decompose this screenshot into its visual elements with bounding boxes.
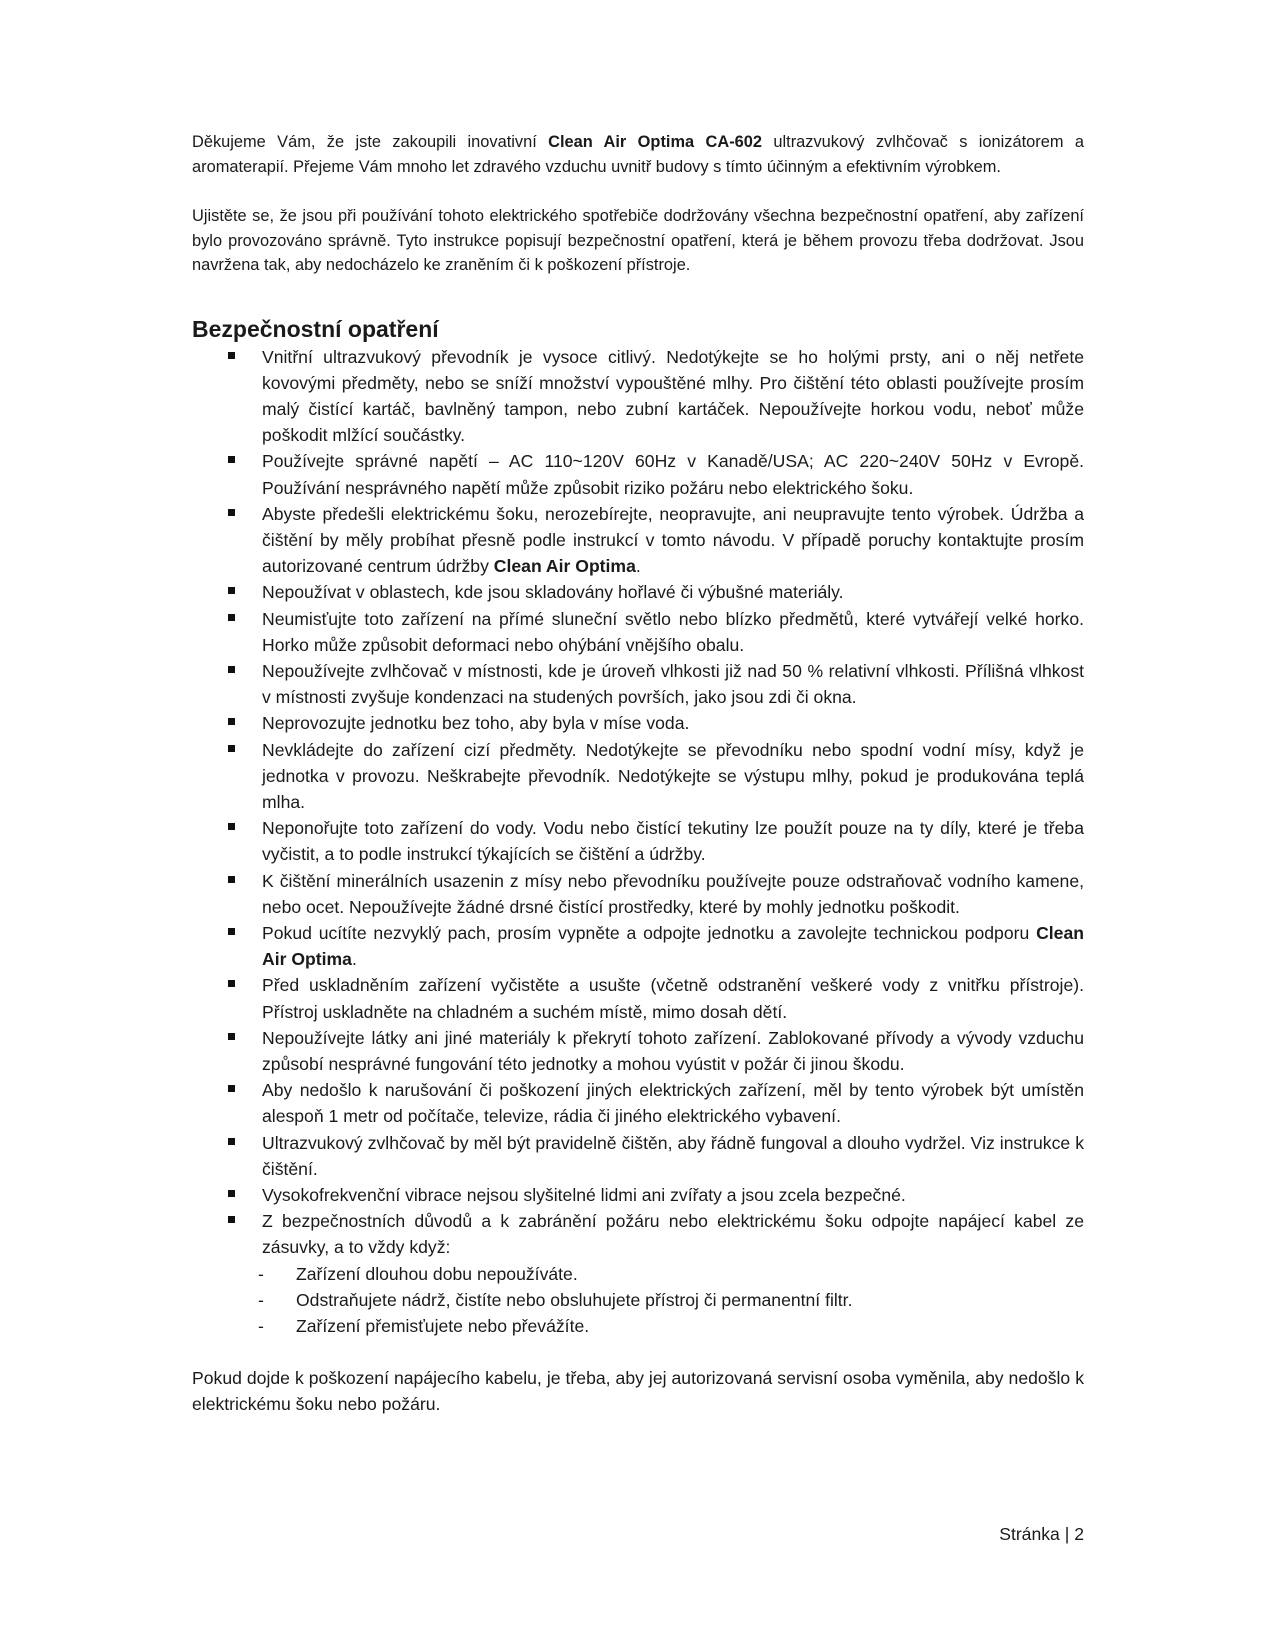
safety-intro-paragraph: Ujistěte se, že jsou při používání tohoto elektrického spotřebiče dodržovány všechna bezpečnostní opatření, aby zařízení bylo provozováno správně. Tyto instrukce popisují bezpečnostní opatření, která je během provozu třeba dodržovat. Jsou navržena tak, aby nedocházelo ke zraněním či k poškození přístroje. [192, 207, 1084, 274]
bullet-icon [228, 579, 236, 605]
page-footer [999, 1522, 1084, 1546]
list-item-text: Nepoužívejte zvlhčovač v místnosti, kde je úroveň vlhkosti již nad 50 % relativní vlhkosti. Přílišná vlhkost v místnosti zvyšuje kondenzaci na studených površích, jako jsou zdi či okna. [262, 660, 1084, 708]
list-item [192, 1077, 1084, 1129]
list-item [192, 606, 1084, 658]
intro-text: Děkujeme Vám, že jste zakoupili inovativní [192, 133, 549, 151]
list-item [192, 1130, 1084, 1182]
list-item-text: Z bezpečnostních důvodů a k zabránění požáru nebo elektrickému šoku odpojte napájecí kabel ze zásuvky, a to vždy když: [262, 1211, 1084, 1258]
list-item [192, 972, 1084, 1024]
list-item [192, 1025, 1084, 1077]
sub-list-item-text: Zařízení dlouhou dobu nepoužíváte. [296, 1263, 578, 1284]
list-item-text: Vnitřní ultrazvukový převodník je vysoce citlivý. Nedotýkejte se ho holými prsty, ani o něj netřete kovovými předměty, nebo se sníží množství vypouštěné mlhy. Pro čištění této oblasti používejte prosím malý čistící kartáč, bavlněný tampon, nebo zubní kartáček. Nepoužívejte horkou vodu, neboť může poškodit mlžící součástky. [262, 346, 1084, 446]
list-item-text: Neprovozujte jednotku bez toho, aby byla v míse voda. [262, 713, 690, 734]
list-item-text: Abyste předešli elektrickému šoku, nerozebírejte, neopravujte, ani neupravujte tento výrobek. Údržba a čištění by měly probíhat přesně podle instrukcí v tomto návodu. V případě poruchy kontaktujte prosím autorizované centrum údržby [262, 503, 1084, 577]
bullet-icon [228, 606, 236, 632]
list-item-text-end: . [635, 556, 641, 577]
list-item [192, 344, 1084, 449]
safety-list [192, 344, 1084, 1261]
list-item-text: Nepoužívat v oblastech, kde jsou skladovány hořlavé či výbušné materiály. [262, 582, 844, 603]
sub-list-item [192, 1261, 1084, 1287]
document-page [192, 130, 1084, 1435]
list-item-text: Nevkládejte do zařízení cizí předměty. Nedotýkejte se převodníku nebo spodní vodní mísy, když je jednotka v provozu. Neškrabejte převodník. Nedotýkejte se výstupu mlhy, pokud je produkována teplá mlha. [262, 739, 1084, 812]
bullet-icon [228, 920, 236, 946]
closing-paragraph: Pokud dojde k poškození napájecího kabelu, je třeba, aby jej autorizovaná servisní osoba vyměnila, aby nedošlo k elektrickému šoku nebo požáru. [192, 1368, 1084, 1415]
list-item [192, 1182, 1084, 1208]
bullet-icon [228, 1077, 236, 1103]
intro-paragraph [192, 130, 1084, 179]
bullet-icon [228, 737, 236, 763]
list-item-text: Aby nedošlo k narušování či poškození jiných elektrických zařízení, měl by tento výrobek být umístěn alespoň 1 metr od počítače, televize, rádia či jiného elektrického vybavení. [262, 1080, 1084, 1127]
bullet-icon [228, 1208, 236, 1234]
footer-label: Stránka [999, 1524, 1060, 1544]
footer-separator: | [1064, 1524, 1070, 1544]
sub-list-item-text: Odstraňujete nádrž, čistíte nebo obsluhujete přístroj či permanentní filtr. [296, 1289, 853, 1310]
list-item-text-end: . [351, 949, 357, 970]
dash-marker: - [258, 1316, 264, 1337]
list-item [192, 1208, 1084, 1260]
list-item [192, 920, 1084, 972]
list-item-text: K čištění minerálních usazenin z mísy nebo převodníku používejte pouze odstraňovač vodního kamene, nebo ocet. Nepoužívejte žádné drsné čistící prostředky, které by mohly jednotku poškodit. [262, 870, 1084, 917]
list-item-text: Neumisťujte toto zařízení na přímé sluneční světlo nebo blízko předmětů, které vytvářejí velké horko. Horko může způsobit deformaci nebo ohýbání vnějšího obalu. [262, 608, 1084, 655]
bullet-icon [228, 972, 236, 998]
list-item-text: Ultrazvukový zvlhčovač by měl být pravidelně čištěn, aby řádně fungoval a dlouho vydržel. Viz instrukce k čištění. [262, 1132, 1084, 1179]
bullet-icon [228, 868, 236, 894]
brand-name: Clean Air Optima [493, 556, 636, 577]
bullet-icon [228, 815, 236, 841]
sub-list-item [192, 1287, 1084, 1313]
dash-marker: - [258, 1289, 264, 1310]
list-item [192, 658, 1084, 710]
list-item-text: Vysokofrekvenční vibrace nejsou slyšitelné lidmi ani zvířaty a jsou zcela bezpečné. [262, 1185, 906, 1205]
list-item [192, 448, 1084, 500]
bullet-icon [228, 448, 236, 474]
bullet-icon [228, 501, 236, 527]
bullet-icon [228, 710, 236, 736]
section-title: Bezpečnostní opatření [192, 315, 439, 342]
bullet-icon [228, 658, 236, 684]
list-item [192, 710, 1084, 736]
bullet-icon [228, 1025, 236, 1051]
dash-marker: - [258, 1263, 264, 1284]
product-name: Clean Air Optima CA-602 [548, 133, 763, 151]
list-item-text: Nepoužívejte látky ani jiné materiály k překrytí tohoto zařízení. Zablokované přívody a vývody vzduchu způsobí nesprávné fungování této jednotky a mohou vyústit v požár či jinou škodu. [262, 1027, 1084, 1074]
list-item-text: Pokud ucítíte nezvyklý pach, prosím vypněte a odpojte jednotku a zavolejte technickou podporu [262, 922, 1037, 943]
unplug-conditions-list [192, 1261, 1084, 1340]
bullet-icon [228, 1182, 236, 1208]
list-item-text: Používejte správné napětí – AC 110~120V 60Hz v Kanadě/USA; AC 220~240V 50Hz v Evropě. Používání nesprávného napětí může způsobit riziko požáru nebo elektrického šoku. [262, 451, 1084, 498]
list-item-text: Před uskladněním zařízení vyčistěte a usušte (včetně odstranění veškeré vody z vnitřku přístroje). Přístroj uskladněte na chladném a suchém místě, mimo dosah dětí. [262, 975, 1084, 1022]
page-number: 2 [1074, 1524, 1084, 1544]
list-item [192, 579, 1084, 605]
list-item-text: Neponořujte toto zařízení do vody. Vodu nebo čistící tekutiny lze použít pouze na ty díly, které je třeba vyčistit, a to podle instrukcí týkajících se čištění a údržby. [262, 818, 1084, 865]
intro-text-continued: ultrazvukový zvlhčovač s ionizátorem a aromaterapií. Přejeme Vám mnoho let zdravého vzduchu uvnitř budovy s tímto účinným a efektivním výrobkem. [192, 133, 1084, 176]
list-item [192, 737, 1084, 816]
bullet-icon [228, 344, 236, 370]
sub-list-item [192, 1313, 1084, 1339]
bullet-icon [228, 1130, 236, 1156]
list-item [192, 868, 1084, 920]
brand-name: Clean Air Optima [262, 922, 1084, 970]
list-item [192, 815, 1084, 867]
list-item [192, 501, 1084, 580]
sub-list-item-text: Zařízení přemisťujete nebo převážíte. [296, 1316, 590, 1337]
